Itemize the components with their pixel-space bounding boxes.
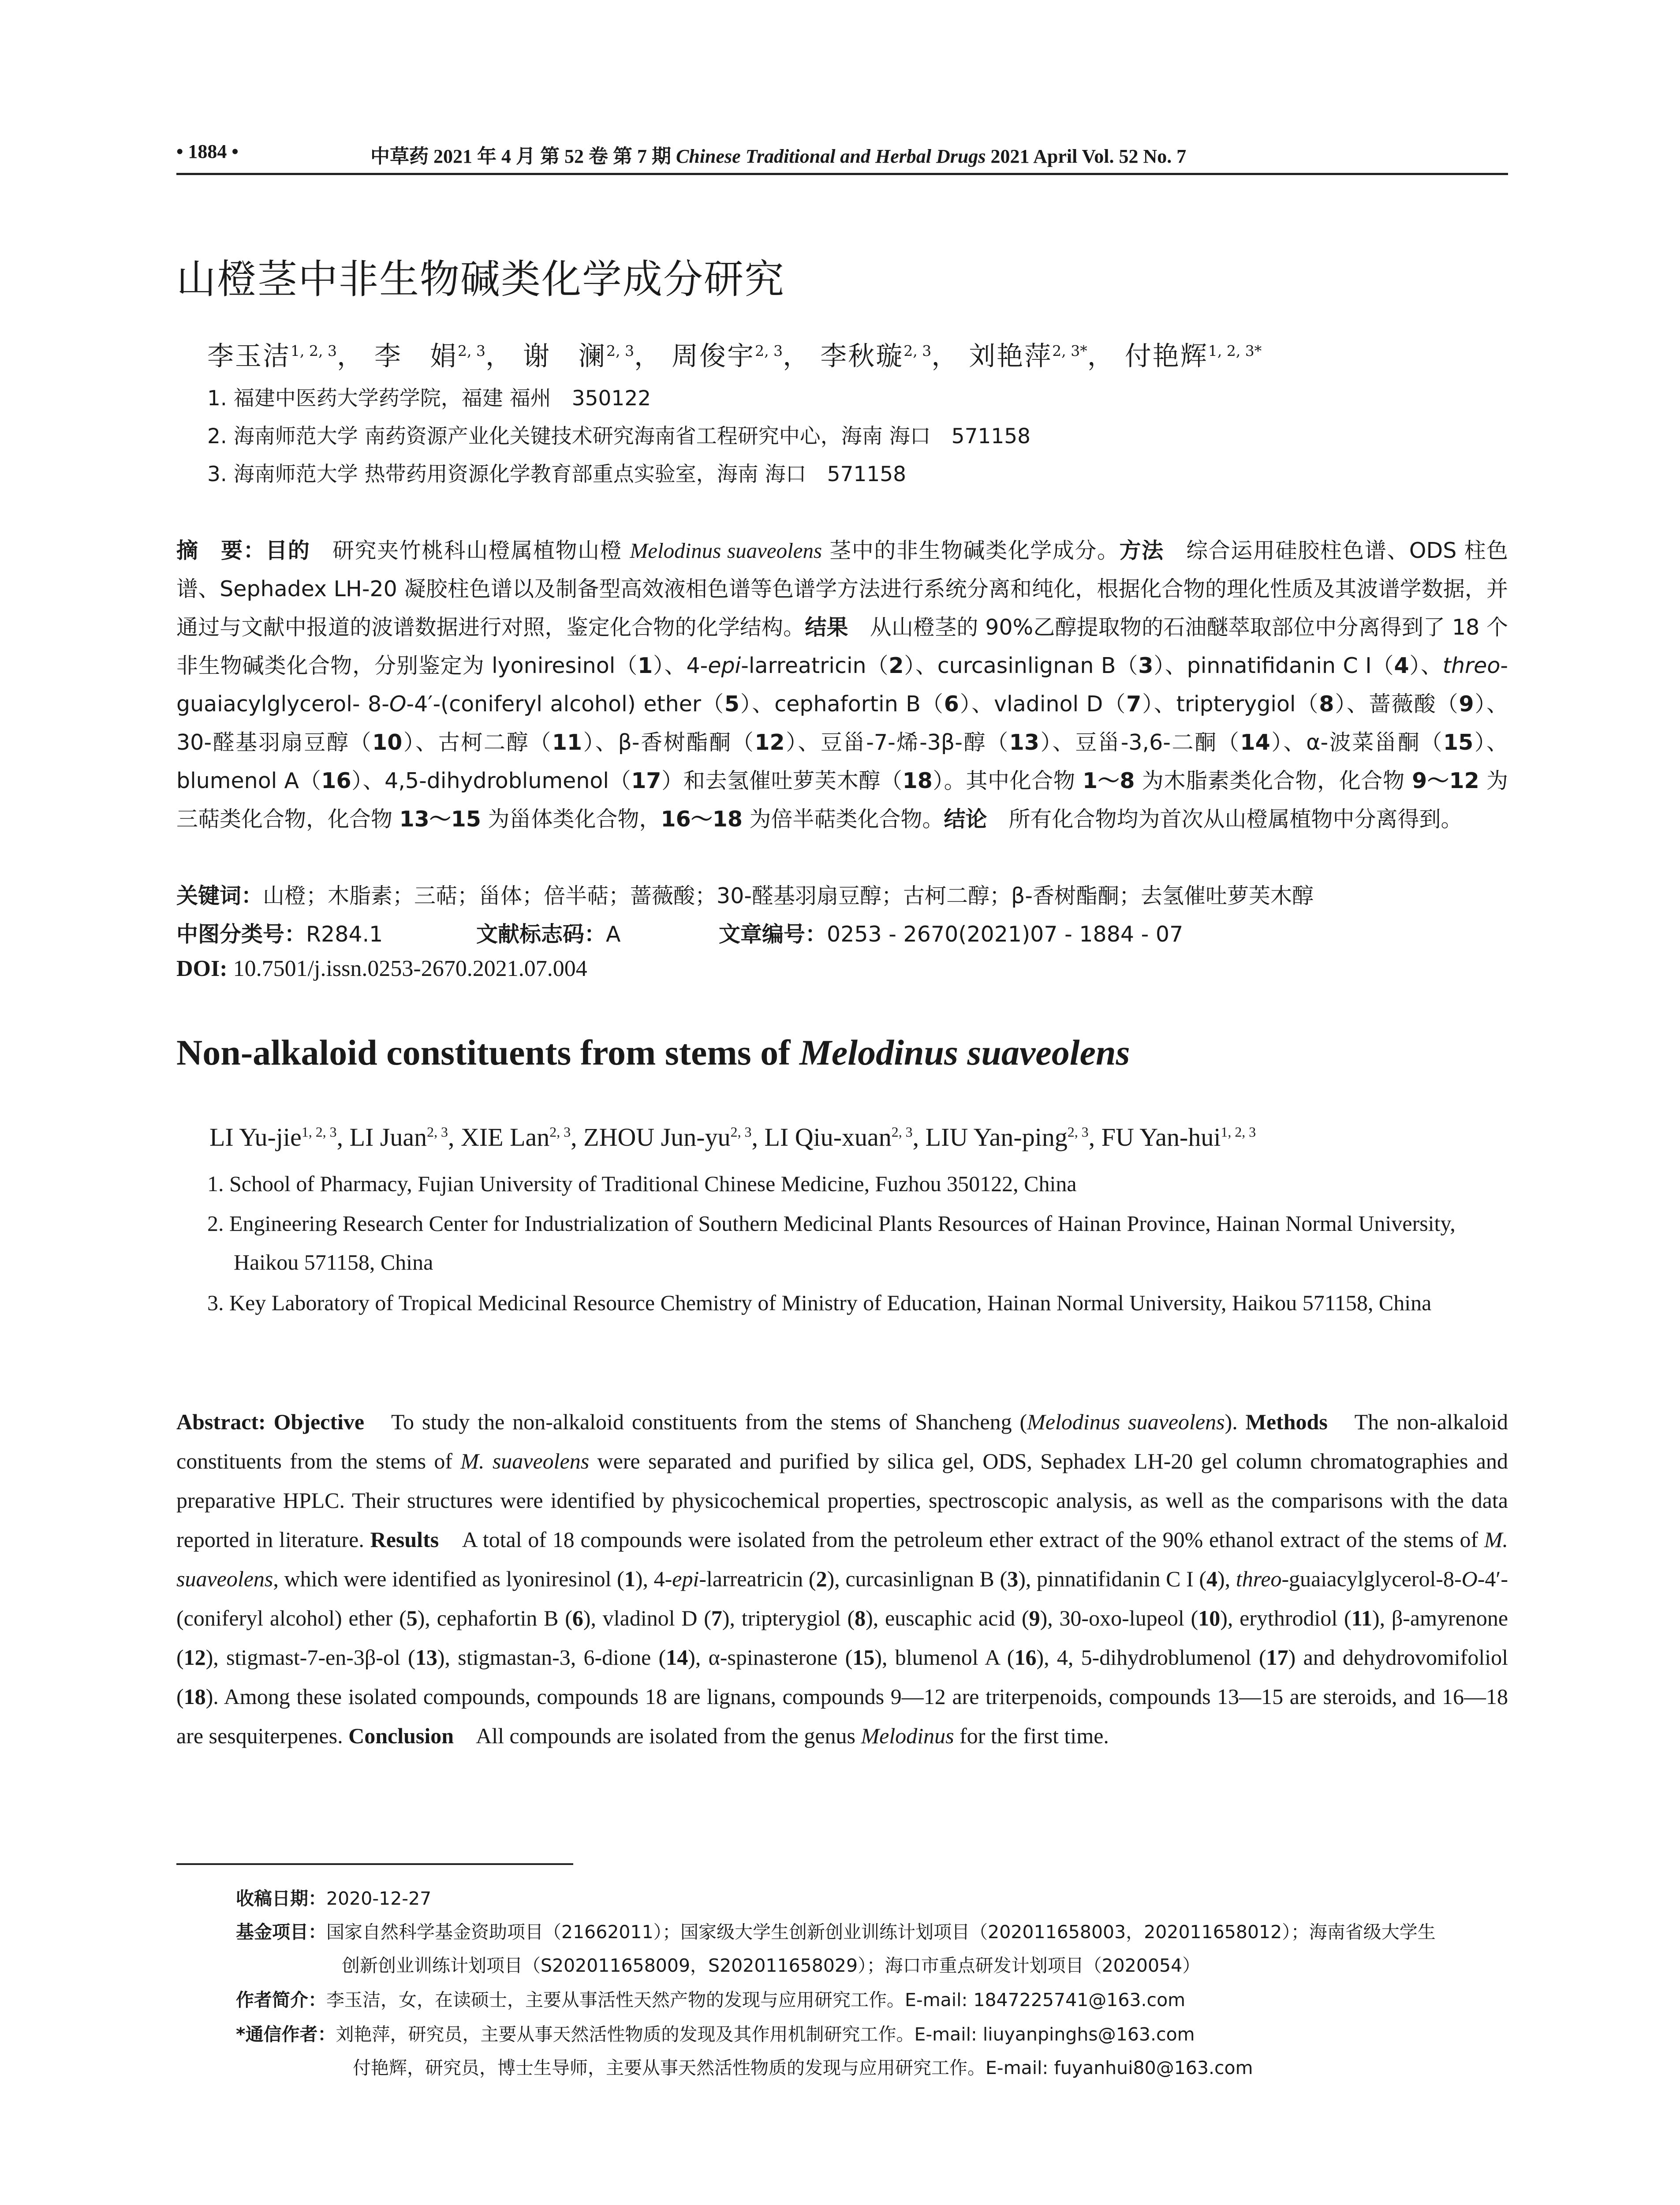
results-text-en: ), tripterygiol ( bbox=[722, 1606, 855, 1630]
affiliation-en-text: 3. Key Laboratory of Tropical Medicinal Resource Chemistry of Ministry of Education, Hainan Normal University, Haikou 571158, China bbox=[207, 1290, 1432, 1315]
author-en: XIE Lan bbox=[460, 1123, 550, 1151]
author-en: LIU Yan-ping bbox=[925, 1123, 1068, 1151]
bio-label: 作者简介： bbox=[236, 1989, 326, 2011]
compound-number: 3 bbox=[1138, 653, 1154, 678]
keywords-text: 山橙；木脂素；三萜；甾体；倍半萜；蔷薇酸；30-醛基羽扇豆醇；古柯二醇；β-香树酯酮；去氢催吐萝芙木醇 bbox=[263, 883, 1314, 908]
abstract-cn bbox=[176, 531, 1508, 838]
keywords-cn bbox=[176, 879, 1314, 910]
methods-label-en: Methods bbox=[1237, 1409, 1328, 1434]
results-text-en: ), euscaphic acid ( bbox=[866, 1606, 1029, 1630]
affiliation-cn-1: 1. 福建中医药大学药学院，福建 福州 350122 bbox=[207, 386, 651, 411]
compound-number: 10 bbox=[372, 730, 403, 755]
title-en-species: Melodinus suaveolens bbox=[799, 1032, 1130, 1073]
results-text-en: -guaiacylglycerol-8- bbox=[1281, 1566, 1462, 1591]
author-cn: 李 娟 bbox=[374, 341, 458, 372]
author-sup: 2, 3 bbox=[606, 342, 635, 359]
results-text-en: ), α-spinasterone ( bbox=[688, 1645, 853, 1670]
journal-line bbox=[370, 140, 1186, 168]
species-name: M. suaveolens bbox=[460, 1449, 590, 1473]
compound-number: 4 bbox=[1206, 1566, 1218, 1591]
bio-text: 李玉洁，女，在读硕士，主要从事活性天然产物的发现与应用研究工作。E-mail: 1847225741@163.com bbox=[326, 1989, 1186, 2011]
compound-range: 9～12 bbox=[1412, 768, 1479, 793]
compound-range: 1～8 bbox=[1082, 768, 1135, 793]
author-sup: 1, 2, 3 bbox=[291, 342, 337, 359]
conclusion-label-cn: 结论 bbox=[944, 807, 987, 832]
author-cn: 付艳辉 bbox=[1124, 341, 1208, 372]
methods-label-cn: 方法 bbox=[1119, 538, 1164, 563]
author-sup: 1, 2, 3* bbox=[1208, 342, 1262, 359]
author-sup: 2, 3 bbox=[903, 342, 932, 359]
results-text-cn: 为甾体类化合物， bbox=[481, 807, 661, 832]
title-cn: 山橙茎中非生物碱类化学成分研究 bbox=[176, 256, 785, 303]
compound-number: 15 bbox=[1443, 730, 1474, 755]
results-text-cn: ）、α-波菜甾酮（ bbox=[1270, 730, 1443, 755]
issue-en: 2021 April Vol. 52 No. 7 bbox=[990, 146, 1187, 167]
methods-text-en: were separated and purified by silica gel, ODS, Sephadex LH-20 gel column chromatographies and preparative HPLC. Their structures were identified by physicochemical properties, spectroscopic analysis, as well as the comparisons with the data reported in literature. bbox=[176, 1449, 1508, 1552]
author-cn: 李玉洁 bbox=[207, 341, 291, 372]
compound-number: 18 bbox=[902, 768, 933, 793]
doi-value[interactable]: 10.7501/j.issn.0253-2670.2021.07.004 bbox=[227, 956, 587, 981]
species-name: Melodinus suaveolens bbox=[1027, 1409, 1225, 1434]
compound-number: 9 bbox=[1029, 1606, 1040, 1630]
affiliation-cn-3: 3. 海南师范大学 热带药用资源化学教育部重点实验室，海南 海口 571158 bbox=[207, 462, 907, 486]
compound-number: 8 bbox=[1319, 691, 1334, 717]
methods-text-cn: 综合运用硅胶柱色谱、ODS 柱色谱、Sephadex LH-20 凝胶柱色谱以及制备型高效液相色谱等色谱学方法进行系统分离和纯化，根据化合物的理化性质及其波谱学数据，并通过与文献中报道的波谱数据进行对照，鉴定化合物的化学结构。 bbox=[176, 538, 1508, 640]
author-en: LI Yu-jie bbox=[209, 1123, 302, 1151]
italic-prefix: O bbox=[389, 691, 407, 717]
author-en: FU Yan-hui bbox=[1101, 1123, 1221, 1151]
received-label: 收稿日期： bbox=[236, 1888, 326, 1909]
author-cn: 谢 澜 bbox=[523, 341, 607, 372]
results-text-en: ), erythrodiol ( bbox=[1220, 1606, 1351, 1630]
results-text-en: ), 4- bbox=[635, 1566, 672, 1591]
compound-number: 17 bbox=[631, 768, 661, 793]
italic-prefix: epi bbox=[672, 1566, 699, 1591]
results-text-cn: ）、蔷薇酸（ bbox=[1334, 691, 1459, 717]
abstract-en bbox=[176, 1402, 1508, 1756]
results-text-en: ). Among these isolated compounds, compounds 18 are lignans, compounds 9—12 are triterpenoids, compounds 13—15 are steroids, and 16—18 are sesquiterpenes. bbox=[176, 1684, 1508, 1748]
compound-range: 13～15 bbox=[399, 807, 481, 832]
results-text-cn: ）、curcasinlignan B（ bbox=[903, 653, 1139, 678]
author-sup: 2, 3 bbox=[458, 342, 486, 359]
results-label-en: Results bbox=[364, 1527, 439, 1552]
footnote-rule bbox=[176, 1863, 573, 1865]
author-en: LI Qiu-xuan bbox=[764, 1123, 892, 1151]
compound-number: 4 bbox=[1394, 653, 1409, 678]
header-rule bbox=[176, 173, 1508, 175]
results-text-cn: -guaiacylglycerol- 8- bbox=[176, 653, 1508, 717]
compound-number: 13 bbox=[415, 1645, 437, 1670]
compound-number: 10 bbox=[1198, 1606, 1221, 1630]
title-en bbox=[176, 1032, 1130, 1073]
author-cn: 李秋璇 bbox=[820, 341, 904, 372]
compound-number: 12 bbox=[183, 1645, 206, 1670]
results-text-cn: ）、古柯二醇（ bbox=[402, 730, 552, 755]
compound-number: 14 bbox=[666, 1645, 688, 1670]
compound-number: 6 bbox=[572, 1606, 583, 1630]
affiliation-en-1 bbox=[207, 1164, 1508, 1203]
results-text-en: ), β-amyrenone ( bbox=[176, 1606, 1508, 1670]
results-text-cn: ）、30-醛基羽扇豆醇（ bbox=[176, 691, 1508, 755]
compound-number: 2 bbox=[889, 653, 904, 678]
results-text-en: , which were identified as lyoniresinol ( bbox=[273, 1566, 624, 1591]
results-text-cn: ）。其中化合物 bbox=[932, 768, 1083, 793]
compound-number: 7 bbox=[1126, 691, 1142, 717]
results-text-cn: ）、blumenol A（ bbox=[176, 730, 1508, 793]
footnote-bio bbox=[236, 1984, 1185, 2015]
conclusion-text-cn: 所有化合物均为首次从山橙属植物中分离得到。 bbox=[987, 807, 1463, 832]
results-text-en: ), pinnatifidanin C I ( bbox=[1018, 1566, 1207, 1591]
footnote-received bbox=[236, 1883, 431, 1914]
author-en: LI Juan bbox=[349, 1123, 427, 1151]
doi-label: DOI: bbox=[176, 956, 228, 981]
results-text-cn: ）、豆甾-3,6-二酮（ bbox=[1039, 730, 1240, 755]
author-sup: 2, 3 bbox=[730, 1124, 752, 1140]
results-text-cn: ）、tripterygiol（ bbox=[1141, 691, 1319, 717]
corresponding-label: *通信作者： bbox=[236, 2024, 336, 2045]
objective-text-en: ). bbox=[1225, 1409, 1238, 1434]
footnote-fund bbox=[236, 1917, 1436, 1947]
compound-number: 6 bbox=[944, 691, 959, 717]
results-text-en: ) and dehydrovomifoliol ( bbox=[176, 1645, 1508, 1709]
issue-cn: 2021 年 4 月 第 52 卷 第 7 期 bbox=[433, 146, 671, 167]
italic-prefix: threo bbox=[1442, 653, 1501, 678]
objective-text-en: To study the non-alkaloid constituents from the stems of Shancheng ( bbox=[364, 1409, 1027, 1434]
author-sup: 2, 3* bbox=[1052, 342, 1087, 359]
results-text-cn: ）、β-香树酯酮（ bbox=[582, 730, 755, 755]
results-text-cn: 为三萜类化合物，化合物 bbox=[176, 768, 1508, 832]
objective-text-cn: 研究夹竹桃科山橙属植物山橙 bbox=[310, 538, 630, 563]
results-text-en: -larreatricin ( bbox=[699, 1566, 816, 1591]
page-number: • 1884 • bbox=[176, 141, 239, 162]
conclusion-text-en: for the first time. bbox=[954, 1723, 1109, 1748]
genus-name: Melodinus bbox=[861, 1723, 954, 1748]
compound-number: 8 bbox=[855, 1606, 866, 1630]
author-sup: 2, 3 bbox=[549, 1124, 571, 1140]
italic-prefix: O bbox=[1461, 1566, 1478, 1591]
author-cn: 周俊宇 bbox=[672, 341, 755, 372]
results-text-en: ), stigmast-7-en-3β-ol ( bbox=[205, 1645, 415, 1670]
compound-number: 12 bbox=[754, 730, 785, 755]
compound-number: 11 bbox=[1351, 1606, 1372, 1630]
results-text-cn: -4′-(coniferyl alcohol) ether（ bbox=[406, 691, 724, 717]
clc-value: R284.1 bbox=[306, 922, 383, 947]
results-text-cn: -larreatricin（ bbox=[741, 653, 889, 678]
compound-number: 7 bbox=[711, 1606, 722, 1630]
affiliation-en-2 bbox=[207, 1204, 1508, 1282]
author-en: ZHOU Jun-yu bbox=[583, 1123, 731, 1151]
affiliation-cn-2: 2. 海南师范大学 南药资源产业化关键技术研究海南省工程研究中心，海南 海口 571158 bbox=[207, 424, 1031, 448]
results-text-cn: 为木脂素类化合物，化合物 bbox=[1135, 768, 1412, 793]
doi-line bbox=[176, 956, 587, 982]
keywords-label: 关键词： bbox=[176, 883, 263, 908]
compound-number: 11 bbox=[552, 730, 582, 755]
results-text-cn: ）、4,5-dihydroblumenol（ bbox=[351, 768, 631, 793]
journal-name-cn: 中草药 bbox=[370, 145, 429, 168]
affiliation-en-3 bbox=[207, 1283, 1508, 1322]
compound-number: 15 bbox=[852, 1645, 875, 1670]
compound-number: 17 bbox=[1266, 1645, 1288, 1670]
results-text-en: ), curcasinlignan B ( bbox=[827, 1566, 1008, 1591]
author-sup: 1, 2, 3 bbox=[1221, 1124, 1256, 1140]
affiliation-en-text: 2. Engineering Research Center for Industrialization of Southern Medicinal Plants Resources of Hainan Province, Hainan Normal University, Haikou 571158, China bbox=[207, 1211, 1456, 1274]
results-text-en: -4′-(coniferyl alcohol) ether ( bbox=[176, 1566, 1508, 1630]
objective-label-cn: 目的 bbox=[265, 538, 310, 563]
results-text-cn: ）、豆甾-7-烯-3β-醇（ bbox=[784, 730, 1009, 755]
compound-number: 16 bbox=[1014, 1645, 1037, 1670]
authors-en: LI Yu-jie$^{1, 2, 3}$, LI Juan$^{2, 3}$, XIE Lan$^{2, 3}$, ZHOU Jun-yu$^{2, 3}$, LI Qiu-xuan$^{2, 3}$, LIU Yan-ping$^{2, 3}$, FU Yan-hui$^{1, 2, 3}$ bbox=[209, 1123, 1256, 1151]
results-text-cn: ）、4- bbox=[653, 653, 708, 678]
compound-number: 3 bbox=[1007, 1566, 1019, 1591]
doc-code-value: A bbox=[606, 922, 621, 947]
abstract-label-en: Abstract: Objective bbox=[176, 1409, 365, 1434]
results-text-cn: ）、 bbox=[1409, 653, 1443, 678]
objective-text-cn: 茎中的非生物碱类化学成分。 bbox=[822, 538, 1120, 563]
footnote-fund-cont: 创新创业训练计划项目（S202011658009，S202011658029）；海口市重点研发计划项目（2020054） bbox=[342, 1955, 1201, 1976]
results-text-cn: ）、vladinol D（ bbox=[959, 691, 1127, 717]
fund-label: 基金项目： bbox=[236, 1921, 326, 1943]
results-text-en: ), 4, 5-dihydroblumenol ( bbox=[1036, 1645, 1266, 1670]
results-text-cn: ）和去氢催吐萝芙木醇（ bbox=[661, 768, 903, 793]
abstract-label-cn: 摘 要： bbox=[176, 538, 266, 563]
results-text-en: A total of 18 compounds were isolated from the petroleum ether extract of the 90% ethanol extract of the stems of bbox=[439, 1527, 1484, 1552]
results-text-en: ), cephafortin B ( bbox=[417, 1606, 572, 1630]
received-date: 2020-12-27 bbox=[326, 1888, 432, 1909]
journal-name-en: Chinese Traditional and Herbal Drugs bbox=[676, 146, 986, 167]
title-en-text: Non-alkaloid constituents from stems of bbox=[176, 1032, 799, 1073]
affiliation-en-text: 1. School of Pharmacy, Fujian University of Traditional Chinese Medicine, Fuzhou 350122, China bbox=[207, 1171, 1077, 1196]
italic-prefix: threo bbox=[1236, 1566, 1282, 1591]
compound-number: 14 bbox=[1240, 730, 1270, 755]
fund-text: 国家自然科学基金资助项目（21662011）；国家级大学生创新创业训练计划项目（202011658003，202011658012）；海南省级大学生 bbox=[326, 1921, 1436, 1943]
clc-label: 中图分类号： bbox=[176, 922, 306, 947]
compound-number: 13 bbox=[1009, 730, 1039, 755]
author-cn: 刘艳萍 bbox=[969, 341, 1053, 372]
compound-range: 16～18 bbox=[661, 807, 743, 832]
footnote-corresponding-cont: 付艳辉，研究员，博士生导师，主要从事天然活性物质的发现与应用研究工作。E-mail: fuyanhui80@163.com bbox=[353, 2057, 1253, 2078]
conclusion-text-en: All compounds are isolated from the genus bbox=[454, 1723, 861, 1748]
results-text-cn: 为倍半萜类化合物。 bbox=[742, 807, 944, 832]
conclusion-label-en: Conclusion bbox=[343, 1723, 454, 1748]
author-sup: 2, 3 bbox=[755, 342, 783, 359]
compound-number: 5 bbox=[724, 691, 739, 717]
compound-number: 16 bbox=[321, 768, 351, 793]
results-text-en: ), stigmastan-3, 6-dione ( bbox=[437, 1645, 666, 1670]
running-header bbox=[176, 140, 1508, 176]
species-name: Melodinus suaveolens bbox=[630, 538, 822, 563]
results-text-cn: ）、cephafortin B（ bbox=[739, 691, 944, 717]
author-sup: 2, 3 bbox=[1067, 1124, 1089, 1140]
compound-number: 2 bbox=[816, 1566, 827, 1591]
doc-code-label: 文献标志码： bbox=[476, 922, 606, 947]
authors-cn: 李玉洁$^{1, 2, 3}$， 李 娟$^{2, 3}$， 谢 澜$^{2, 3}$， 周俊宇$^{2, 3}$， 李秋璇$^{2, 3}$， 刘艳萍$^{2, 3*}$， 付艳辉$^{1, 2, 3*}$ bbox=[207, 341, 1262, 372]
results-text-en: ), blumenol A ( bbox=[874, 1645, 1015, 1670]
results-text-en: ), 30-oxo-lupeol ( bbox=[1040, 1606, 1198, 1630]
compound-number: 5 bbox=[406, 1606, 418, 1630]
results-text-en: ), bbox=[1217, 1566, 1236, 1591]
corresponding-text: 刘艳萍，研究员，主要从事天然活性物质的发现及其作用机制研究工作。E-mail: liuyanpinghs@163.com bbox=[336, 2024, 1195, 2045]
article-id-label: 文章编号： bbox=[719, 922, 827, 947]
author-sup: 2, 3 bbox=[427, 1124, 448, 1140]
article-id-value: 0253 - 2670(2021)07 - 1884 - 07 bbox=[827, 922, 1183, 947]
author-sup: 2, 3 bbox=[891, 1124, 913, 1140]
author-sup: 1, 2, 3 bbox=[301, 1124, 337, 1140]
compound-number: 1 bbox=[638, 653, 653, 678]
results-text-cn: 从山橙茎的 90%乙醇提取物的石油醚萃取部位中分离得到了 18 个非生物碱类化合物，分别鉴定为 lyoniresinol（ bbox=[176, 615, 1508, 678]
compound-number: 9 bbox=[1459, 691, 1474, 717]
species-name: M. suaveolens bbox=[176, 1527, 1508, 1591]
footnote-corresponding bbox=[236, 2019, 1195, 2050]
compound-number: 1 bbox=[624, 1566, 635, 1591]
classification-line bbox=[176, 917, 1183, 948]
italic-prefix: epi bbox=[708, 653, 741, 678]
compound-number: 18 bbox=[183, 1684, 206, 1709]
methods-text-en: The non-alkaloid constituents from the stems of bbox=[176, 1409, 1508, 1473]
results-text-cn: ）、pinnatifidanin C I（ bbox=[1153, 653, 1394, 678]
results-text-en: ), vladinol D ( bbox=[583, 1606, 711, 1630]
results-label-cn: 结果 bbox=[805, 615, 848, 640]
